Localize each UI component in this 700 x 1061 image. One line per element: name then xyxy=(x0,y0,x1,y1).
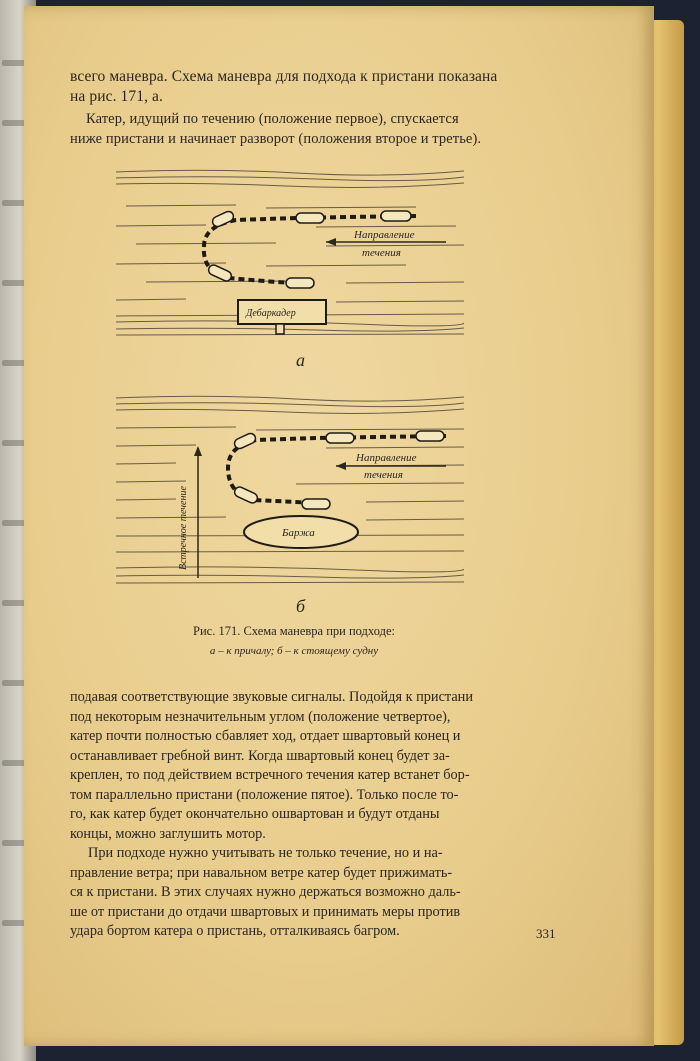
book-page xyxy=(24,6,654,1046)
river-hatching xyxy=(116,396,464,583)
current-label: течения xyxy=(364,469,403,481)
counter-current-arrow-head xyxy=(194,446,202,456)
dock-post xyxy=(276,324,284,334)
boat-icons xyxy=(233,431,444,509)
text-line: удара бортом катера о пристань, отталкиваясь багром. xyxy=(70,923,400,939)
paragraph xyxy=(70,688,578,844)
text-line: При подходе нужно учитывать не только течение, но и на- xyxy=(88,845,443,861)
text-line: останавливает гребной винт. Когда швартовый конец будет за- xyxy=(70,747,450,764)
text-line: всего маневра. Схема маневра для подхода к пристани показана xyxy=(70,68,498,85)
boat-path xyxy=(228,436,446,504)
text-line: подавая соответствующие звуковые сигналы. Подойдя к пристани xyxy=(70,689,473,705)
text-line: ниже пристани и начинает разворот (положения второе и третье). xyxy=(70,131,482,147)
figure-letter: б xyxy=(296,596,306,616)
text-line: под некоторым незначительным углом (положение четвертое), xyxy=(70,708,451,725)
counter-current-label: Встречное течение xyxy=(178,486,189,570)
figure-a-diagram xyxy=(116,164,464,344)
paragraph xyxy=(70,844,578,942)
current-arrow-head xyxy=(336,462,346,470)
text-line: на рис. 171, а. xyxy=(70,88,163,105)
current-arrow-head xyxy=(326,238,336,246)
text-line: креплен, то под действием встречного течения катер встанет бор- xyxy=(70,767,470,783)
figure-caption: Рис. 171. Схема маневра при подходе: xyxy=(193,624,395,638)
figure-caption-sub: а – к причалу; б – к стоящему судну xyxy=(209,645,379,657)
dock-label: Дебаркадер xyxy=(246,308,296,319)
text-line: го, как катер будет окончательно ошвартован и будут отданы xyxy=(70,806,440,822)
figure-letter: а xyxy=(296,350,305,370)
figure-b-diagram xyxy=(116,390,464,600)
text-line: катер почти полностью сбавляет ход, отдает швартовый конец и xyxy=(70,728,461,744)
page-number: 331 xyxy=(536,926,556,941)
text-line: ше от пристани до отдачи швартовых и принимать меры против xyxy=(70,903,461,920)
text-line: том параллельно пристани (положение пятое). Только после то- xyxy=(70,786,459,803)
text-line: правление ветра; при навальном ветре катер будет прижимать- xyxy=(70,864,453,881)
text-line: Катер, идущий по течению (положение первое), спускается xyxy=(86,111,459,127)
barge-label: Баржа xyxy=(282,527,315,539)
current-label: Направление xyxy=(356,452,417,464)
text-line: концы, можно заглушить мотор. xyxy=(70,825,266,842)
current-label: течения xyxy=(362,247,401,259)
current-label: Направление xyxy=(354,229,415,241)
text-line: ся к пристани. В этих случаях нужно держаться возможно даль- xyxy=(70,884,461,900)
